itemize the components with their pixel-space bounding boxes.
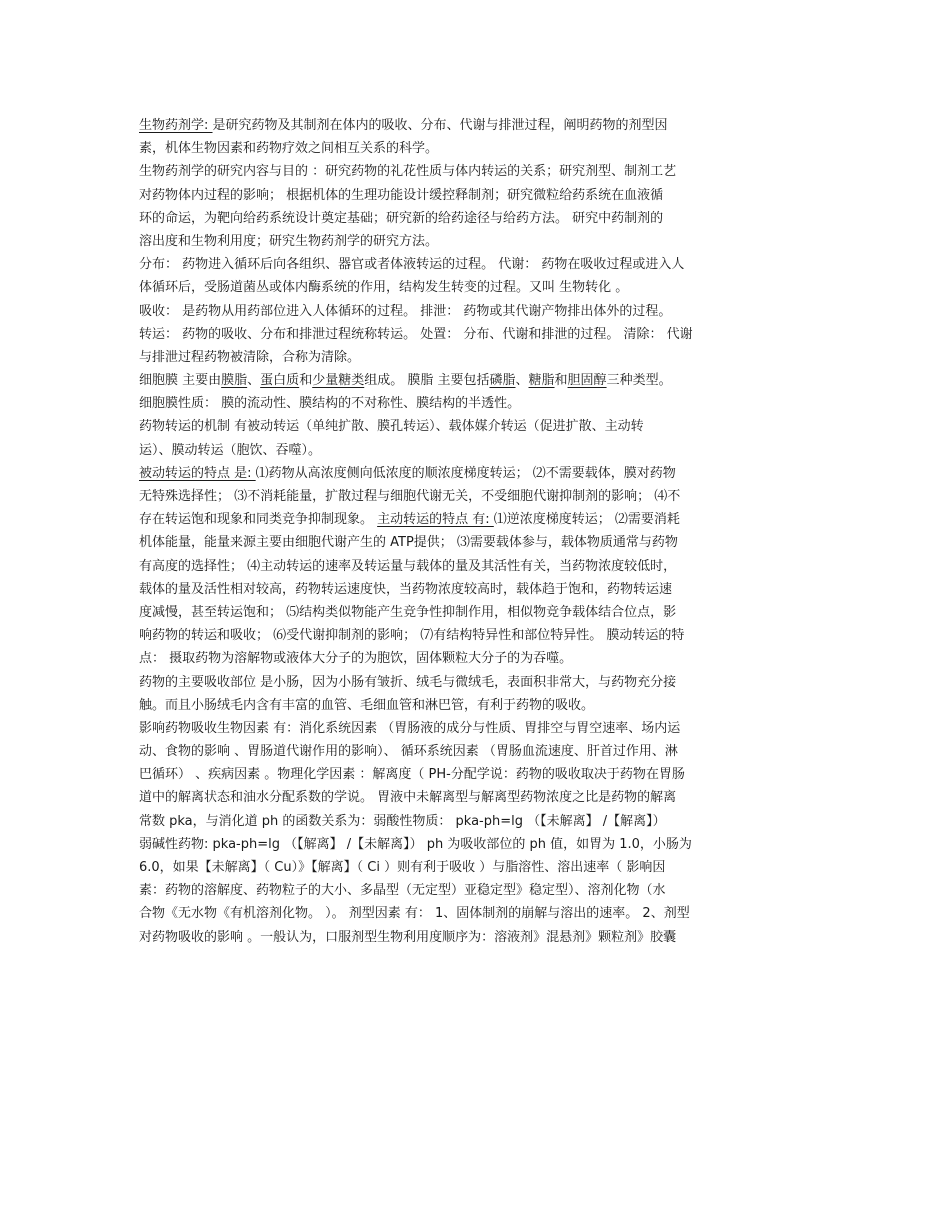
text-segment: 组成。 膜脂 主要包括 [364,373,490,389]
text-line [139,392,809,415]
underlined-term: 磷脂 [489,373,516,389]
text-segment: 素，机体生物因素和药物疗效之间相互关系的科学。 [139,141,439,157]
text-segment: 三种类型。 [606,373,672,389]
text-segment: 、 [247,373,261,389]
text-segment: 弱碱性药物: pka-ph=lg （【解离】 /【未解离】） ph 为吸收部位的 ph 值，如胃为 1.0，小肠为 [139,836,692,852]
text-line [139,856,809,879]
text-segment: 药物的主要吸收部位 是小肠，因为小肠有皱折、绒毛与微绒毛，表面积非常大，与药物充分接 [139,674,677,690]
text-line [139,786,809,809]
underlined-term: 膜脂 [221,373,248,389]
text-line [139,879,809,902]
underlined-term: 少量糖类 [312,373,365,389]
text-segment: ⑴药物从高浓度侧向低浓度的顺浓度梯度转运； ⑵不需要载体，膜对药物 [255,465,676,481]
text-segment: 度减慢，甚至转运饱和； ⑸结构类似物能产生竞争性抑制作用，相似物竞争载体结合位点，影 [139,604,677,620]
text-line [139,462,809,485]
text-line [139,740,809,763]
text-segment: 是研究药物及其制剂在体内的吸收、分布、代谢与排泄过程，阐明药物的剂型因 [212,118,668,133]
text-segment: 响药物的转运和吸收； ⑹受代谢抑制剂的影响； ⑺有结构特异性和部位特异性。 膜动转运的特 [139,628,685,644]
text-line [139,902,809,925]
underlined-term: 主动转运的特点 有: [377,512,494,528]
text-line [139,508,809,531]
text-segment: 对药物体内过程的影响； 根据机体的生理功能设计缓控释制剂；研究微粒给药系统在血液循 [139,187,664,203]
text-segment: 与排泄过程药物被清除，合称为清除。 [139,349,361,365]
text-line [139,485,809,508]
text-segment: 动、食物的影响 、胃肠道代谢作用的影响）、 循环系统因素 （胃肠血流速度、肝首过作用、淋 [139,744,678,760]
text-line [139,253,809,276]
text-line [139,555,809,578]
text-line [139,184,809,207]
text-line [139,137,809,160]
text-segment: 6.0，如果【未解离】（ Cu）》【解离】（ Ci ）则有利于吸收 ）与脂溶性、溶出速率（ 影响因 [139,860,666,875]
text-segment: 吸收： 是药物从用药部位进入人体循环的过程。 排泄： 药物或其代谢产物排出体外的过程。 [139,303,672,319]
text-segment: 素：药物的溶解度、药物粒子的大小、多晶型（无定型）亚稳定型》稳定型）、溶剂化物（水 [139,883,666,899]
underlined-term: 被动转运的特点 是: [139,465,256,481]
text-line [139,415,809,438]
text-line [139,624,809,647]
text-segment: 点： 摄取药物为溶解物或液体大分子的为胞饮，固体颗粒大分子的为吞噬。 [139,651,573,667]
text-line [139,578,809,601]
text-line [139,531,809,554]
text-line [139,369,809,392]
text-segment: 转运： 药物的吸收、分布和排泄过程统称转运。 处置： 分布、代谢和排泄的过程。 清除： 代谢 [139,326,693,342]
text-segment: 对药物吸收的影响 。一般认为，口服剂型生物利用度顺序为：溶液剂》混悬剂》颗粒剂》胶囊 [139,929,677,945]
text-segment: 常数 pka，与消化道 ph 的函数关系为：弱酸性物质： pka-ph=lg （【未解离】 /【解离】） [139,813,666,829]
text-line [139,300,809,323]
text-line [139,160,809,183]
text-line [139,717,809,740]
text-line [139,439,809,462]
text-segment: ⑴逆浓度梯度转运； ⑵需要消耗 [493,512,680,528]
text-line [139,276,809,299]
text-line [139,601,809,624]
text-segment: 和 [554,373,568,389]
text-line [139,207,809,230]
text-segment: 机体能量，能量来源主要由细胞代谢产生的 ATP提供； ⑶需要载体参与，载体物质通常与药物 [139,535,678,551]
text-line [139,671,809,694]
text-segment: 药物转运的机制 有被动转运（单纯扩散、膜孔转运）、载体媒介转运（促进扩散、主动转 [139,419,644,435]
text-segment: 和 [299,373,313,389]
text-segment: 体循环后，受肠道菌丛或体内酶系统的作用，结构发生转变的过程。又叫 生物转化 。 [139,280,629,296]
text-segment: 道中的解离状态和油水分配系数的学说。 胃液中未解离型与解离型药物浓度之比是药物的解离 [139,790,677,806]
text-segment: 生物药剂学的研究内容与目的 ：研究药物的礼花性质与体内转运的关系；研究剂型、制剂工艺 [139,164,677,180]
underlined-term: 胆固醇 [567,373,607,389]
document-page [139,114,809,949]
text-line [139,114,809,137]
text-segment: 环的命运，为靶向给药系统设计奠定基础；研究新的给药途径与给药方法。 研究中药制剂的 [139,210,664,226]
text-segment: 溶出度和生物利用度；研究生物药剂学的研究方法。 [139,233,439,249]
text-segment: 、 [515,373,529,389]
text-line [139,323,809,346]
text-line [139,647,809,670]
text-line [139,833,809,856]
text-segment: 运）、膜动转运（胞饮、吞噬）。 [139,442,322,458]
text-segment: 存在转运饱和现象和同类竞争抑制现象。 [139,512,378,528]
text-line [139,230,809,253]
underlined-term: 蛋白质 [260,373,300,389]
text-line [139,926,809,949]
text-line [139,763,809,786]
text-segment: 影响药物吸收生物因素 有：消化系统因素 （胃肠液的成分与性质、胃排空与胃空速率、场内运 [139,720,681,736]
text-segment: 细胞膜性质： 膜的流动性、膜结构的不对称性、膜结构的半透性。 [139,396,521,412]
text-segment: 分布： 药物进入循环后向各组织、器官或者体液转运的过程。 代谢： 药物在吸收过程或进入人 [139,257,685,273]
text-segment: 巴循环） 、疾病因素 。物理化学因素 ：解离度（ PH-分配学说：药物的吸收取决于药物在胃肠 [139,767,685,783]
underlined-term: 糖脂 [528,373,555,389]
text-segment: 有高度的选择性； ⑷主动转运的速率及转运量与载体的量及其活性有关，当药物浓度较低时， [139,558,677,574]
text-segment: 无特殊选择性； ⑶不消耗能量，扩散过程与细胞代谢无关，不受细胞代谢抑制剂的影响； ⑷不 [139,489,681,504]
text-line [139,346,809,369]
underlined-term: 生物药剂学: [139,118,213,133]
text-line [139,694,809,717]
text-segment: 载体的量及活性相对较高，药物转运速度快，当药物浓度较高时，载体趋于饱和，药物转运速 [139,581,673,597]
text-segment: 细胞膜 主要由 [139,373,222,389]
text-segment: 触。而且小肠绒毛内含有丰富的血管、毛细血管和淋巴管，有利于药物的吸收。 [139,697,595,713]
text-segment: 合物《无水物《有机溶剂化物。 ）。 剂型因素 有： 1、固体制剂的崩解与溶出的速率。 2、剂型 [139,906,690,922]
text-line [139,810,809,833]
